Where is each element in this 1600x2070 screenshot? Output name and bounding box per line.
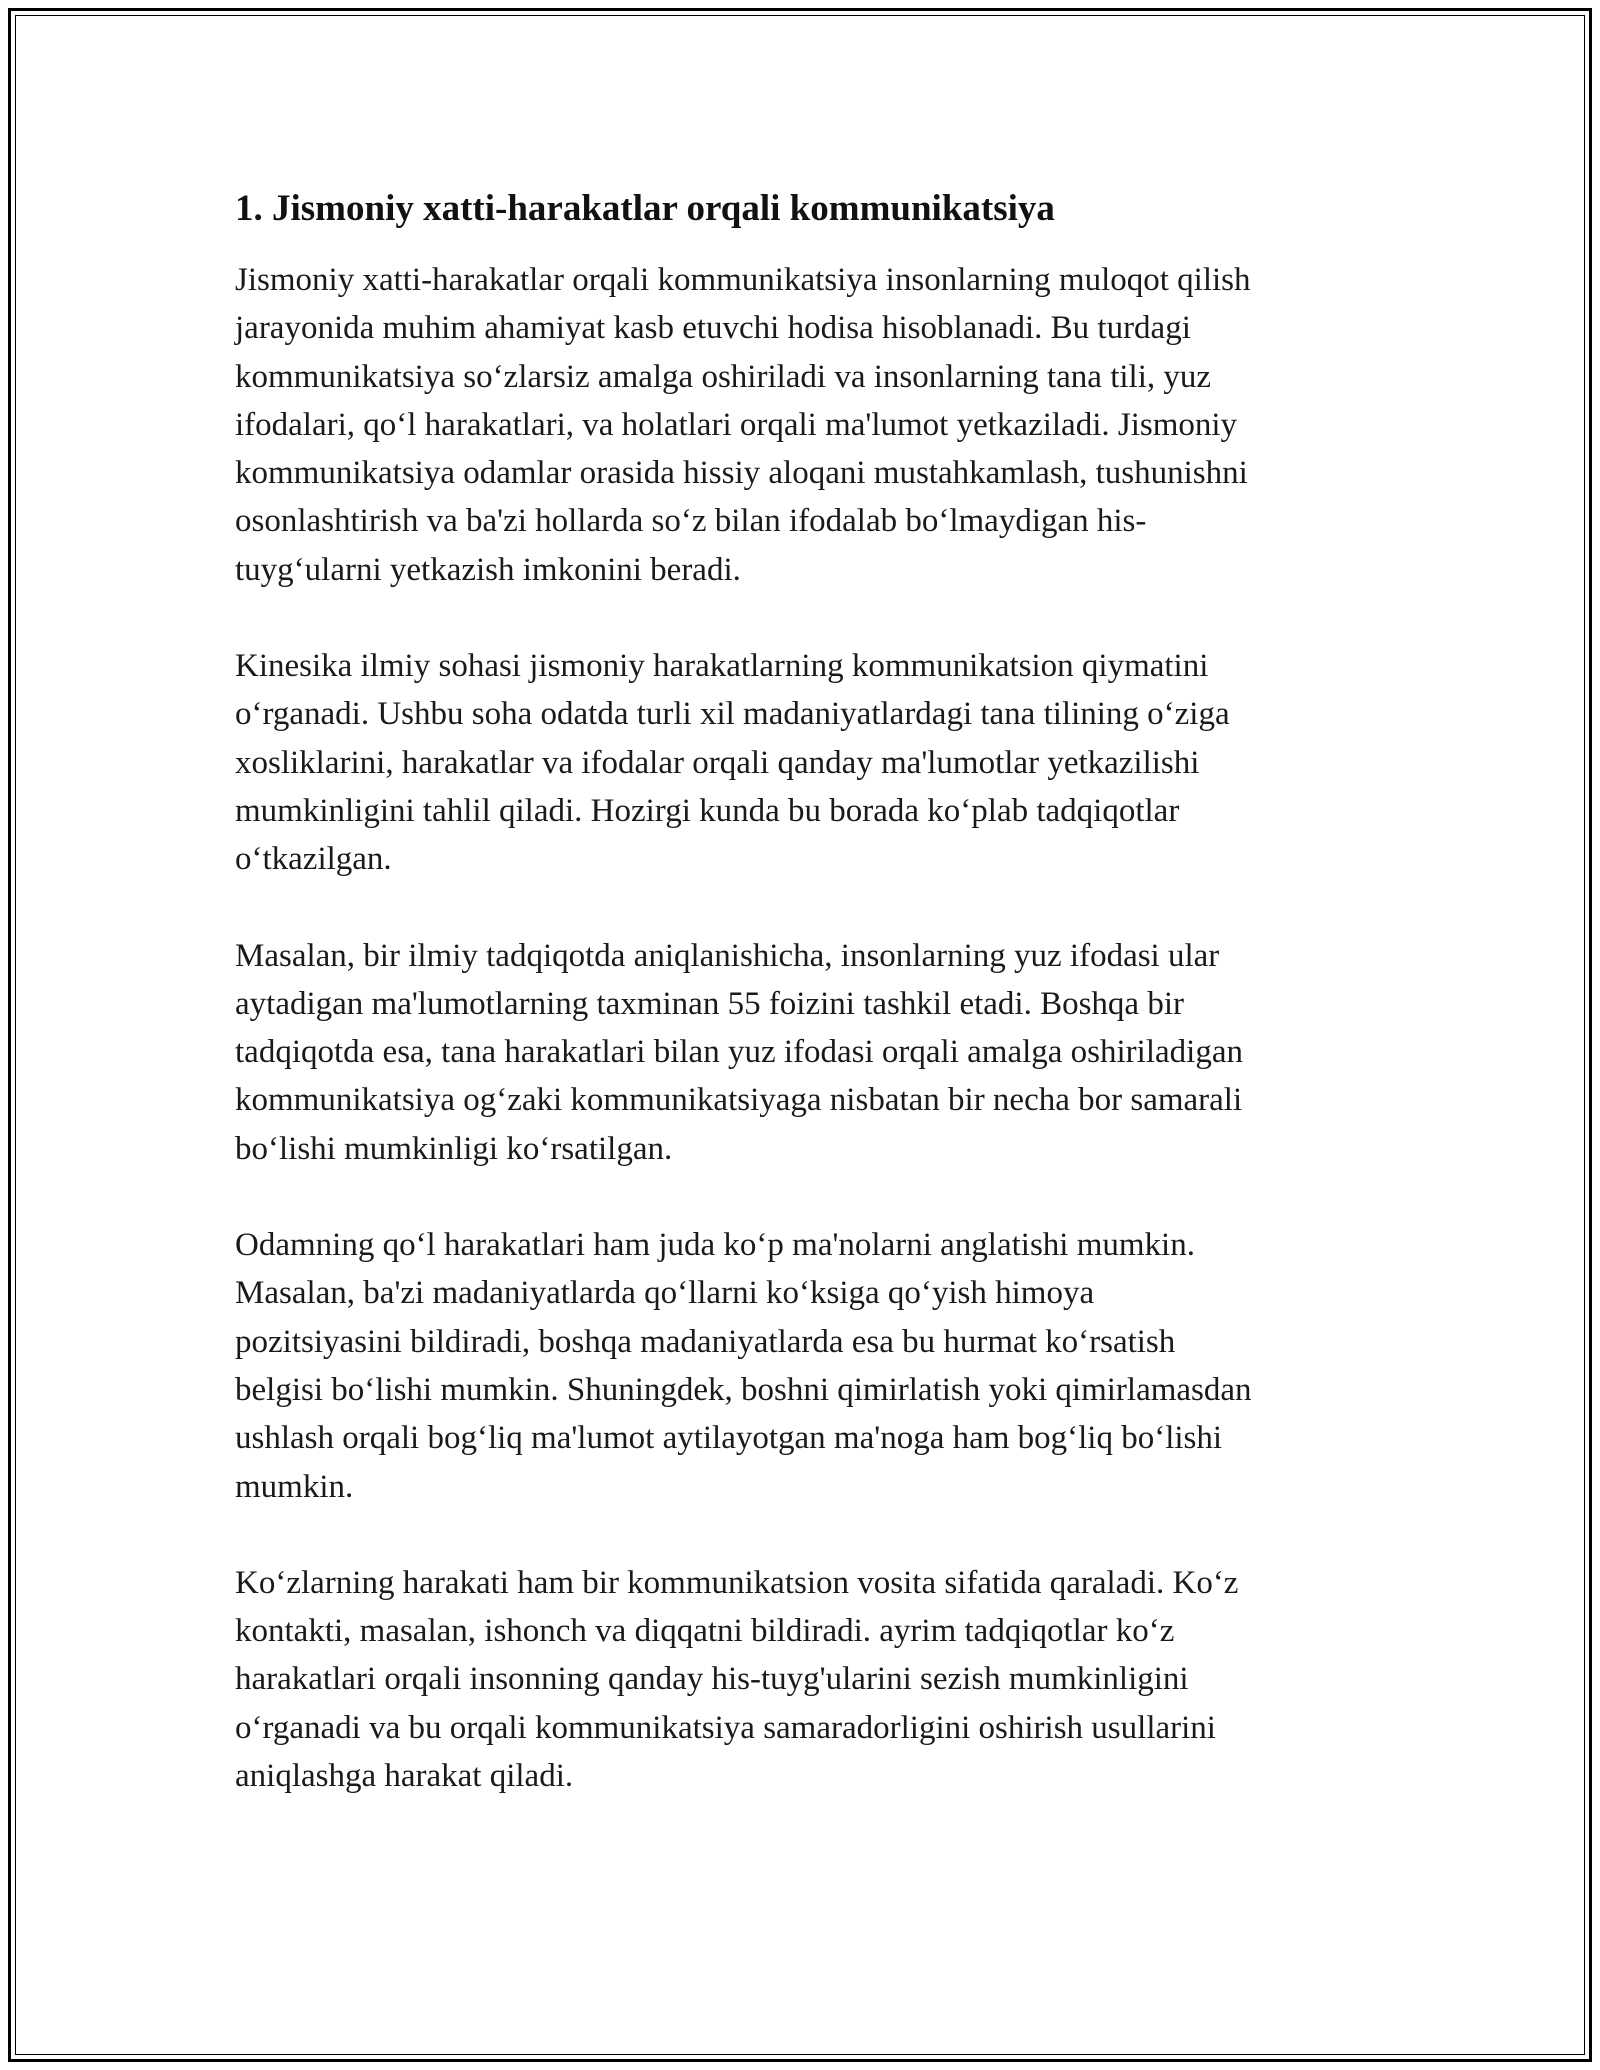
text-line: Masalan, bir ilmiy tadqiqotda aniqlanishicha, insonlarning yuz ifodasi ular: [235, 937, 1220, 974]
text-line: xosliklarini, harakatlar va ifodalar orqali qanday ma'lumotlar yetkazilishi: [235, 744, 1200, 781]
text-line: belgisi bo‘lishi mumkin. Shuningdek, boshni qimirlatish yoki qimirlamasdan: [235, 1371, 1252, 1408]
text-line: tuyg‘ularni yetkazish imkonini beradi.: [235, 551, 741, 588]
text-line: Ko‘zlarning harakati ham bir kommunikatsion vosita sifatida qaraladi. Ko‘z: [235, 1564, 1239, 1601]
text-line: o‘rganadi va bu orqali kommunikatsiya samaradorligini oshirish usullarini: [235, 1709, 1216, 1746]
document-body: [235, 186, 1375, 1848]
paragraph-2: [235, 642, 1375, 883]
paragraph-1: [235, 256, 1375, 594]
text-line: osonlashtirish va ba'zi hollarda so‘z bilan ifodalab bo‘lmaydigan his-: [235, 503, 1147, 540]
text-line: Masalan, ba'zi madaniyatlarda qo‘llarni ko‘ksiga qo‘yish himoya: [235, 1275, 1095, 1312]
text-line: ifodalari, qo‘l harakatlari, va holatlari orqali ma'lumot yetkaziladi. Jismoniy: [235, 406, 1238, 443]
text-line: jarayonida muhim ahamiyat kasb etuvchi hodisa hisoblanadi. Bu turdagi: [235, 310, 1191, 347]
text-line: Odamning qo‘l harakatlari ham juda ko‘p ma'nolarni anglatishi mumkin.: [235, 1227, 1195, 1264]
text-line: kommunikatsiya so‘zlarsiz amalga oshiriladi va insonlarning tana tili, yuz: [235, 358, 1212, 395]
text-line: kontakti, masalan, ishonch va diqqatni bildiradi. ayrim tadqiqotlar ko‘z: [235, 1613, 1175, 1650]
text-line: bo‘lishi mumkinligi ko‘rsatilgan.: [235, 1130, 673, 1167]
text-line: Kinesika ilmiy sohasi jismoniy harakatlarning kommunikatsion qiymatini: [235, 648, 1209, 685]
text-line: mumkin.: [235, 1468, 354, 1505]
text-line: o‘rganadi. Ushbu soha odatda turli xil madaniyatlardagi tana tilining o‘ziga: [235, 696, 1230, 733]
text-line: tadqiqotda esa, tana harakatlari bilan yuz ifodasi orqali amalga oshiriladigan: [235, 1034, 1243, 1071]
text-line: harakatlari orqali insonning qanday his-tuyg'ularini sezish mumkinligini: [235, 1661, 1189, 1698]
text-line: Jismoniy xatti-harakatlar orqali kommunikatsiya insonlarning muloqot qilish: [235, 262, 1251, 298]
paragraph-3: [235, 932, 1375, 1173]
text-line: o‘tkazilgan.: [235, 841, 392, 878]
text-line: aytadigan ma'lumotlarning taxminan 55 foizini tashkil etadi. Boshqa bir: [235, 985, 1184, 1022]
text-line: kommunikatsiya og‘zaki kommunikatsiyaga nisbatan bir necha bor samarali: [235, 1082, 1243, 1119]
paragraph-4: [235, 1221, 1375, 1511]
section-heading: 1. Jismoniy xatti-harakatlar orqali kommunikatsiya: [235, 188, 1055, 229]
text-line: mumkinligini tahlil qiladi. Hozirgi kunda bu borada ko‘plab tadqiqotlar: [235, 792, 1180, 829]
paragraph-5: [235, 1559, 1375, 1800]
text-line: kommunikatsiya odamlar orasida hissiy aloqani mustahkamlash, tushunishni: [235, 455, 1248, 492]
text-line: aniqlashga harakat qiladi.: [235, 1758, 574, 1795]
text-line: ushlash orqali bog‘liq ma'lumot aytilayotgan ma'noga ham bog‘liq bo‘lishi: [235, 1420, 1223, 1457]
text-line: pozitsiyasini bildiradi, boshqa madaniyatlarda esa bu hurmat ko‘rsatish: [235, 1323, 1176, 1360]
